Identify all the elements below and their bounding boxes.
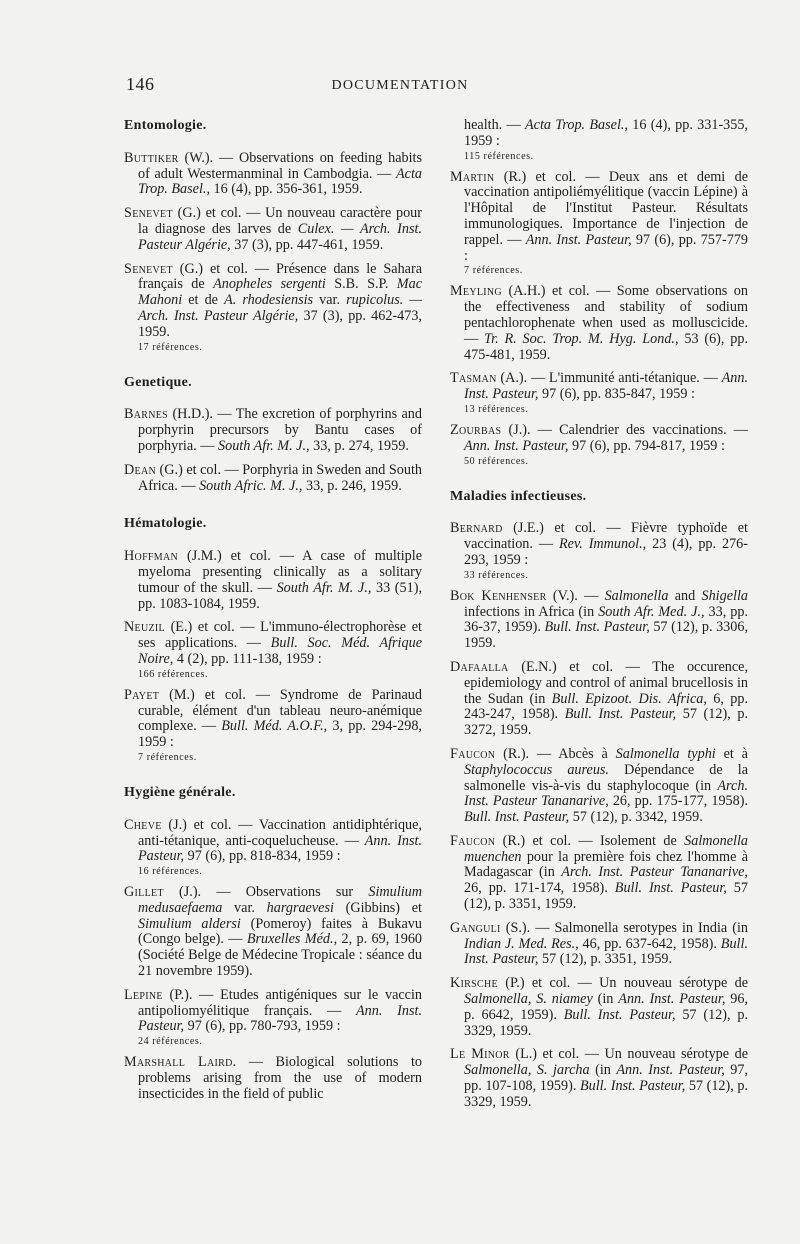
bibliography-entry [450, 170, 748, 277]
entry-author: Le Minor [450, 1046, 510, 1063]
running-head: DOCUMENTATION [331, 78, 469, 93]
bibliography-entry [124, 1055, 422, 1102]
entry-text: (E.N.) et col. — The occurence, epidemiology and control of animal brucellosis in the Sudan (in [464, 658, 748, 707]
entry-text: (in [592, 991, 619, 1008]
entry-text: (M.) et col. — Syndrome de Parinaud curable, élément d'un tableau neuro-anémique complexe. — [138, 686, 422, 735]
entry-text: (J.E.) et col. — Fièvre typhoïde et vaccination. — [464, 520, 748, 553]
entry-italic-text: Acta Trop. Basel. [138, 165, 422, 198]
entry-text: (R.) et col. — Deux ans et demi de vaccination antipoliémyélitique (vaccin Lépine) à l'Hôpital de l'Institut Pasteur. Résultats immunologiques. Importance de l'injection de rappel. — [464, 168, 748, 248]
bibliography-entry [124, 407, 422, 454]
entry-text: 46, pp. 637-642, 1958). [578, 935, 721, 952]
entry-text: 4 (2), pp. 111-138, 1959 : [173, 650, 322, 667]
entry-italic-text: Salmonella [604, 587, 669, 604]
bibliography-entry [450, 521, 748, 580]
entry-author: Faucon [450, 745, 496, 762]
entry-italic-text: Bull. Inst. Pasteur, [614, 880, 727, 897]
entry-author: Buttiker [124, 149, 179, 166]
entry-text: health. — [464, 117, 525, 133]
bibliography-entry [124, 885, 422, 980]
entry-text: S.B. S.P. [325, 276, 397, 293]
entry-author: Payet [124, 686, 160, 703]
entry-italic-text: Simulium aldersi [138, 915, 241, 932]
references-count: 16 références. [138, 866, 203, 878]
entry-author: Bernard [450, 520, 503, 537]
entry-text: 97, pp. 107-108, 1959). [464, 1062, 748, 1095]
entry-text: 57 (12), p. 3351, 1959. [464, 880, 748, 913]
entry-italic-text: Anopheles sergenti [213, 276, 326, 293]
entry-text: 23 (4), pp. 276-293, 1959 : [464, 536, 748, 568]
entry-italic-text: Bull. Soc. Méd. Afrique Noire, [138, 635, 422, 667]
entry-text: et de [182, 292, 225, 309]
entry-italic-text: Bull. Inst. Pasteur, [563, 1006, 676, 1023]
bibliography-entry [124, 262, 422, 353]
entry-text: pour la première fois chez l'homme à Madagascar (in [464, 848, 748, 881]
entry-italic-text: Salmonella, S. jarcha [464, 1062, 590, 1079]
entry-italic-text: South Afr. M. J., [276, 579, 372, 596]
entry-italic-text: Bull. Inst. Pasteur, [544, 619, 650, 636]
entry-italic-text: Ann. Inst. Pasteur, [525, 231, 632, 248]
entry-italic-text: Salmonella muenchen [464, 832, 748, 865]
entry-text: (S.). — Salmonella serotypes in India (in [500, 919, 748, 936]
entry-author: Tasman [450, 370, 497, 387]
entry-italic-text: Bull. Epizoot. Dis. Africa, [551, 690, 707, 707]
entry-author: Senevet [124, 260, 173, 277]
entry-text: (G.) et col. — Présence dans le Sahara français de [138, 260, 422, 293]
entry-author: Hoffman [124, 548, 179, 565]
entry-italic-text: rupicolus. — Arch. Inst. Pasteur Algérie, [138, 292, 422, 324]
section-heading: Hygiène générale. [124, 784, 236, 800]
entry-text: (V.). — [546, 587, 605, 604]
entry-italic-text: Bull. Inst. Pasteur, [579, 1078, 686, 1095]
entry-text: (P.) et col. — Un nouveau sérotype de [497, 975, 748, 992]
entry-text: (P.). — Etudes antigéniques sur le vaccin antipoliomyélitique français. — [138, 986, 422, 1019]
entry-text: 6, pp. 243-247, 1958). [464, 690, 749, 723]
entry-italic-text: Culex. — Arch. Inst. Pasteur Algérie, [138, 220, 422, 253]
entry-text: 97 (6), pp. 757-779 : [464, 231, 749, 264]
entry-italic-text: Shigella [701, 587, 748, 604]
entry-text: (J.M.) et col. — A case of multiple myeloma presenting clinically as a solitary tumour of the skull. — [138, 548, 422, 596]
references-count: 17 références. [138, 341, 203, 353]
section-heading: Hématologie. [124, 516, 207, 532]
entry-author: Senevet [124, 205, 173, 222]
bibliography-entry [124, 151, 422, 198]
entry-author: Dean [124, 461, 156, 478]
entry-italic-text: South Afr. M. J., [218, 437, 310, 454]
entry-text: var. [222, 899, 267, 916]
entry-italic-text: Ann. Inst. Pasteur, [138, 832, 422, 865]
entry-italic-text: Tr. R. Soc. Trop. M. Hyg. Lond., [484, 330, 679, 347]
entry-author: Zourbas [450, 421, 502, 438]
entry-text: 33 (51), pp. 1083-1084, 1959. [138, 579, 422, 612]
entry-author: Faucon [450, 832, 496, 849]
bibliography-entry [450, 834, 748, 913]
entry-italic-text: Bruxelles Méd., [246, 931, 338, 948]
bibliography-entry [450, 589, 748, 652]
bibliography-entry [450, 371, 748, 415]
entry-text: (E.) et col. — L'immuno-électrophorèse et ses applications. — [138, 619, 422, 652]
references-count: 33 références. [464, 569, 529, 581]
entry-text: (R.). — Abcès à [495, 745, 616, 762]
entry-text: 26, pp. 171-174, 1958). [464, 880, 615, 897]
bibliography-entry [124, 688, 422, 763]
entry-italic-text: Bull. Inst. Pasteur, [564, 706, 677, 723]
entry-text: 57 (12), p. 3342, 1959. [569, 809, 703, 826]
bibliography-entry [124, 463, 422, 495]
entry-text: (J.). — Calendrier des vaccinations. — [501, 421, 748, 438]
section-heading: Maladies infectieuses. [450, 488, 587, 504]
bibliography-entry [124, 206, 422, 253]
entry-italic-text: Bull. Inst. Pasteur, [464, 935, 748, 968]
entry-text: et à [715, 745, 748, 762]
entry-text: var. [313, 292, 347, 309]
entry-text: 16 (4), pp. 331-355, 1959 : [464, 117, 749, 149]
entry-text: 57 (12), p. 3306, 1959. [464, 619, 748, 652]
entry-text: 37 (3), pp. 462-473, 1959. [138, 307, 422, 340]
entry-text: 57 (12), p. 3329, 1959. [464, 1078, 748, 1110]
entry-text: (Gibbins) et [333, 899, 422, 916]
bibliography-entry [124, 818, 422, 877]
references-count: 166 références. [138, 668, 209, 680]
entry-text: 53 (6), pp. 475-481, 1959. [464, 330, 749, 363]
entry-text: 97 (6), pp. 780-793, 1959 : [184, 1018, 341, 1035]
entry-italic-text: Ann. Inst. Pasteur, [464, 437, 569, 454]
references-count: 115 références. [464, 150, 534, 162]
entry-italic-text: Ann. Inst. Pasteur, [464, 370, 748, 403]
entry-author: Ganguli [450, 919, 501, 936]
references-count: 13 références. [464, 403, 529, 415]
entry-text: 96, p. 6642, 1959). [464, 991, 749, 1023]
entry-text: 33, p. 246, 1959. [302, 477, 402, 494]
entry-author: Cheve [124, 816, 162, 833]
references-count: 7 références. [138, 751, 197, 763]
page-number: 146 [126, 74, 155, 94]
entry-author: Kirsche [450, 975, 498, 992]
entry-italic-text: Ann. Inst. Pasteur, [618, 991, 726, 1008]
entry-author: Meyling [450, 283, 502, 300]
entry-italic-text: South Afric. M. J., [199, 477, 303, 494]
section-heading: Genetique. [124, 374, 192, 390]
entry-text: 33, p. 274, 1959. [309, 437, 409, 454]
bibliography-entry [450, 1047, 748, 1110]
entry-italic-text: South Afr. Med. J., [598, 603, 705, 620]
bibliography-entry [450, 660, 748, 739]
entry-text: 57 (12), p. 3329, 1959. [464, 1006, 748, 1039]
bibliography-entry [124, 549, 422, 612]
entry-text: 97 (6), pp. 794-817, 1959 : [568, 437, 725, 454]
entry-text: (G.) et col. — Porphyria in Sweden and South Africa. — [138, 461, 422, 494]
entry-text: 97 (6), pp. 835-847, 1959 : [538, 386, 695, 403]
entry-italic-text: Mac Mahoni [138, 276, 423, 309]
entry-text: (A.). — L'immunité anti-tétanique. — [496, 370, 722, 387]
entry-italic-text: Ann. Inst. Pasteur, [138, 1002, 422, 1035]
bibliography-entry [450, 423, 748, 467]
entry-text: 37 (3), pp. 447-461, 1959. [230, 236, 384, 253]
entry-italic-text: Salmonella typhi [615, 745, 716, 762]
entry-text: (R.) et col. — Isolement de [495, 832, 685, 849]
entry-text: 33, pp. 36-37, 1959). [464, 603, 749, 636]
entry-text: 26, pp. 175-177, 1958). [608, 793, 748, 810]
entry-italic-text: hargraevesi [266, 899, 334, 916]
bibliography-entry [124, 988, 422, 1047]
bibliography-entry [450, 921, 748, 968]
section-heading: Entomologie. [124, 118, 207, 133]
page-header [0, 74, 800, 98]
entry-text: , 16 (4), pp. 356-361, 1959. [206, 181, 363, 198]
entry-text: (G.) et col. — Un nouveau caractère pour la diagnose des larves de [138, 205, 422, 237]
entry-italic-text: Bull. Méd. A.O.F., [221, 718, 328, 735]
entry-italic-text: Acta Trop. Basel., [524, 117, 629, 133]
entry-italic-text: Indian J. Med. Res., [464, 935, 579, 952]
entry-italic-text: Arch. Inst. Pasteur Tananarive, [464, 777, 748, 810]
entry-text: (in [589, 1062, 617, 1079]
entry-text: (A.H.) et col. — Some observations on the effectiveness and stability of sodium pentachlorophenate when used as molluscicide. — [464, 283, 748, 347]
entry-continuation [450, 118, 748, 162]
entry-text: 57 (12), p. 3351, 1959. [538, 951, 673, 968]
entry-italic-text: Ann. Inst. Pasteur, [616, 1062, 725, 1079]
entry-italic-text: Staphylococcus aureus. [464, 761, 609, 778]
entry-text: 57 (12), p. 3272, 1959. [464, 706, 748, 739]
right-column [450, 118, 748, 1119]
entry-author: Dafaalla [450, 658, 509, 675]
entry-text: (Pomeroy) faites à Bukavu (Congo belge). — [138, 915, 422, 948]
left-column [124, 118, 422, 1111]
entry-author: Bok Kenhenser [450, 587, 547, 604]
entry-text: 3, pp. 294-298, 1959 : [138, 718, 422, 751]
entry-text: (J.). — Observations sur [163, 884, 369, 901]
entry-author: Neuzil [124, 619, 165, 636]
bibliography-entry [450, 747, 748, 826]
references-count: 24 références. [138, 1036, 203, 1048]
entry-italic-text: Salmonella, S. niamey [464, 991, 593, 1008]
entry-author: Marshall Laird [124, 1054, 233, 1071]
entry-italic-text: Arch. Inst. Pasteur Tananarive, [561, 864, 748, 881]
entry-author: Lepine [124, 986, 163, 1003]
entry-text: (L.) et col. — Un nouveau sérotype de [509, 1046, 749, 1063]
bibliography-entry [450, 976, 748, 1039]
entry-text: (J.) et col. — Vaccination antidiphtérique, anti-tétanique, anti-coquelucheuse. — [138, 816, 422, 849]
entry-text: Dépendance de la salmonelle vis-à-vis du staphylocoque (in [464, 761, 748, 794]
entry-text: . — Biological solutions to problems arising from the use of modern insecticides in the field of public [138, 1054, 422, 1102]
entry-italic-text: Rev. Immunol., [559, 536, 647, 553]
entry-text: (W.). — Observations on feeding habits of adult Westermanminal in Cambodgia. — [138, 149, 422, 182]
bibliography-entry [124, 620, 422, 679]
entry-text: infections in Africa (in [464, 603, 599, 620]
entry-text: 97 (6), pp. 818-834, 1959 : [184, 848, 341, 865]
entry-text: and [668, 587, 702, 604]
entry-text: 2, p. 69, 1960 (Société Belge de Médecine Tropicale : séance du 21 novembre 1959). [138, 931, 422, 980]
entry-author: Martin [450, 168, 495, 185]
entry-italic-text: Bull. Inst. Pasteur, [464, 809, 570, 826]
entry-italic-text: A. rhodesiensis [224, 292, 314, 309]
entry-italic-text: Simulium medusaefaema [138, 884, 422, 916]
entry-author: Barnes [124, 406, 169, 423]
references-count: 50 références. [464, 455, 529, 467]
bibliography-entry [450, 284, 748, 363]
entry-author: Gillet [124, 884, 164, 901]
references-count: 7 références. [464, 265, 523, 277]
entry-text: (H.D.). — The excretion of porphyrins and porphyrin precursors by Bantu cases of porphyria. — [138, 406, 422, 454]
